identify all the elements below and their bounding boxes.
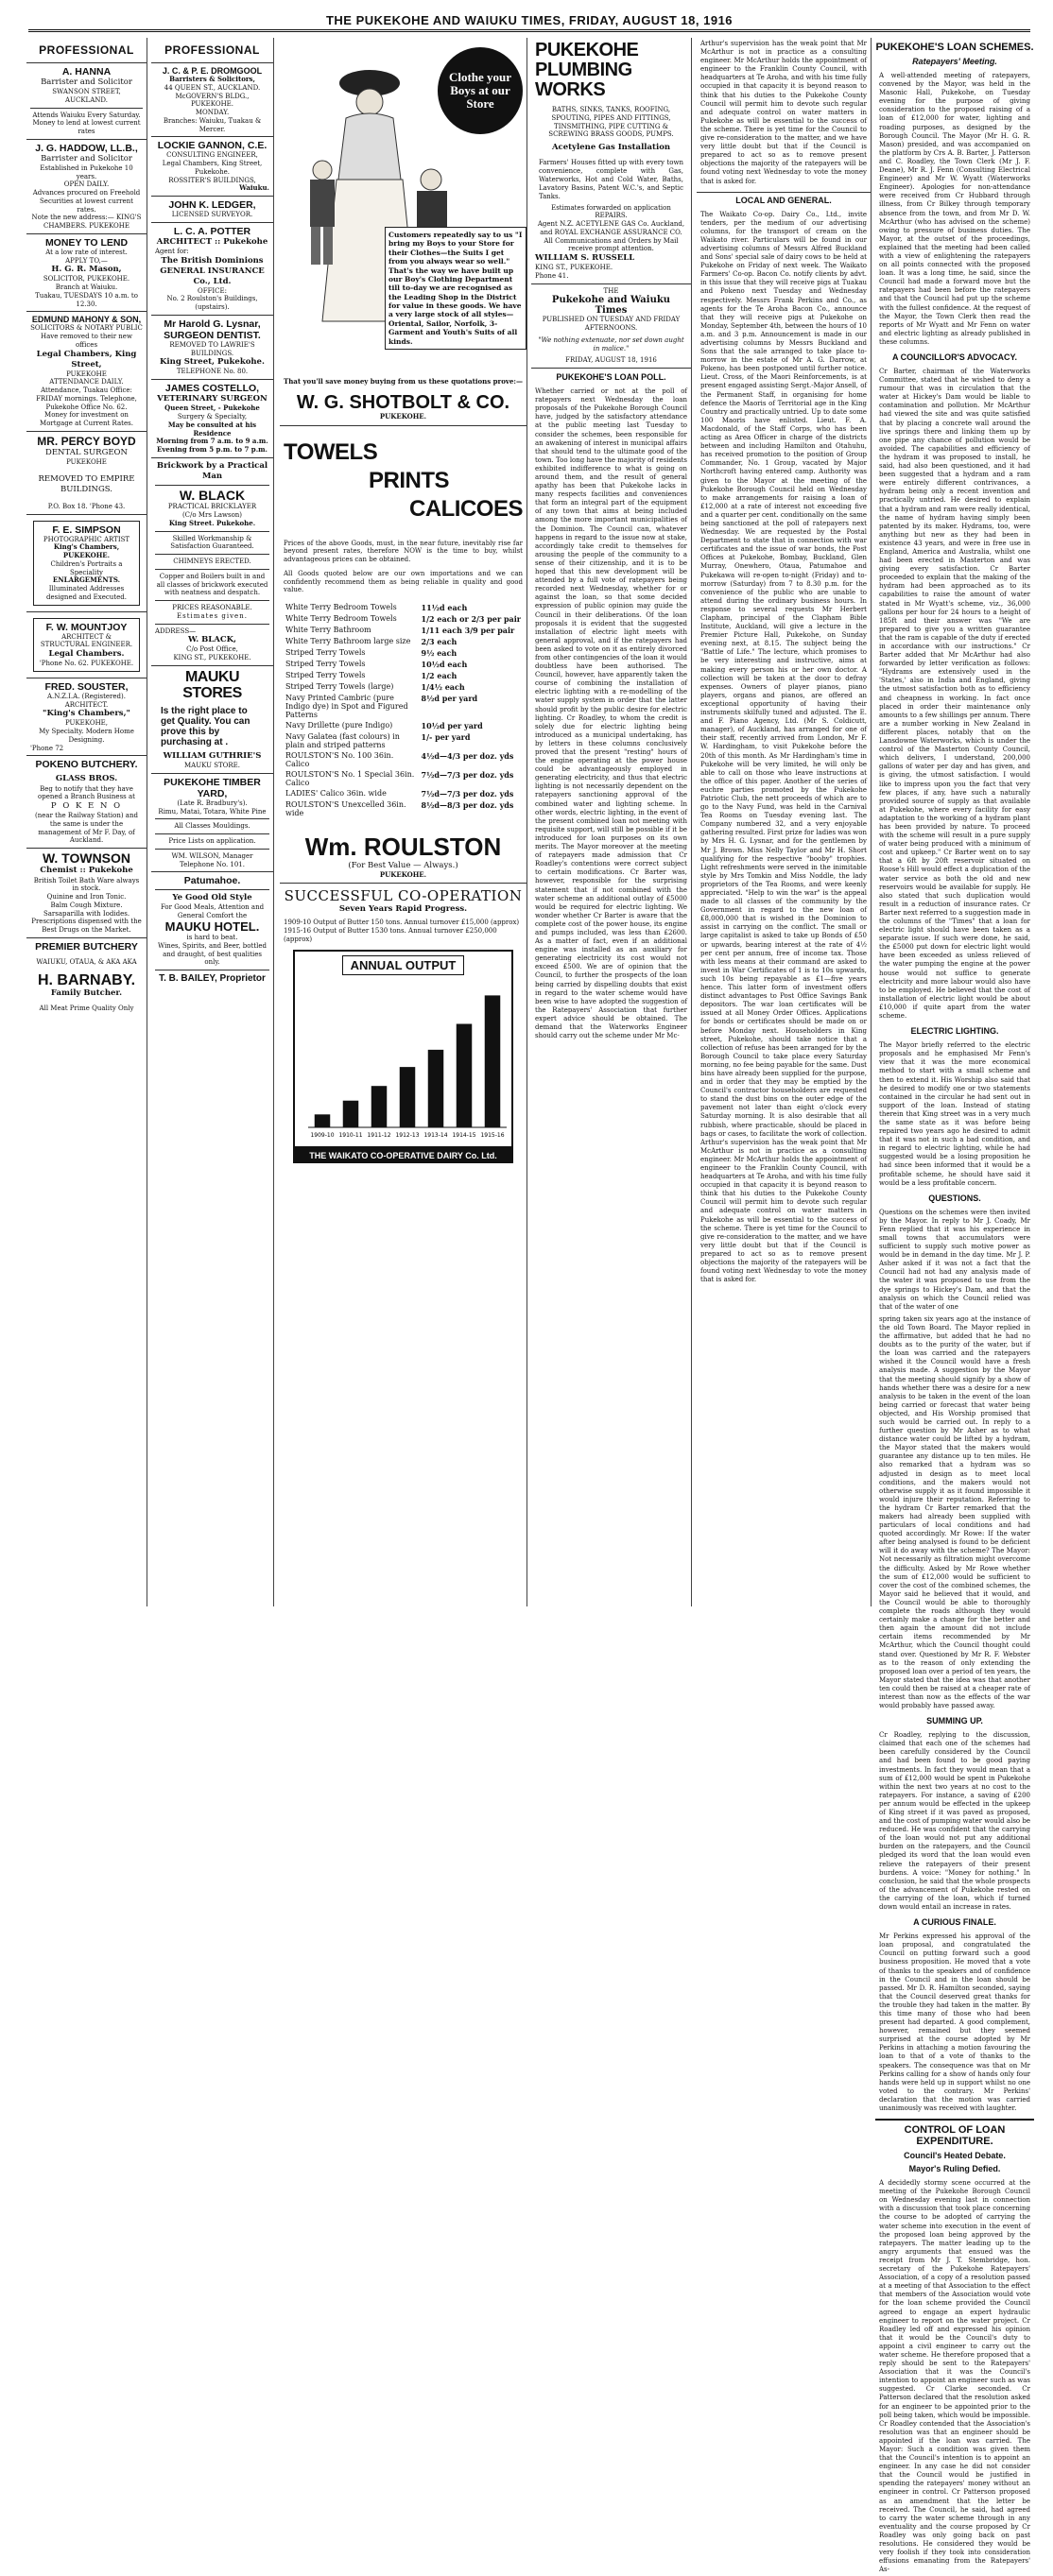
price-row	[284, 647, 523, 659]
ad-mahony	[26, 312, 147, 432]
ad-text: WAIUKU, OTAUA, & AKA AKA	[36, 957, 137, 966]
plumbing-title: PUKEKOHE PLUMBING WORKS	[535, 40, 639, 100]
ad-name: L. C. A. POTTER	[173, 225, 251, 237]
ad-text: TELEPHONE No. 80.	[176, 368, 249, 376]
ad-souster	[26, 678, 147, 757]
loan-debate-h1: SUMMING UP.	[926, 1716, 983, 1726]
ad-text: MAUKU STORE.	[183, 762, 241, 770]
ad-text: OPEN DAILY.	[63, 180, 110, 189]
ad-text: Evening from 5 p.m. to 7 p.m.	[157, 445, 268, 455]
price-item-name: Navy Galatea (fast colours) in plain and striped patterns	[285, 732, 400, 749]
price-item-name: Striped Terry Towels	[285, 671, 366, 679]
ad-text: (C/o Mrs Lawson)	[181, 511, 243, 520]
chart-tick-label: 1909-10	[310, 1131, 335, 1139]
ad-mauku-stores	[151, 666, 273, 774]
ad-text: Money for investment on Mortgage at Current Rates.	[40, 411, 133, 428]
ad-text: Brickwork by a Practical Man	[156, 460, 268, 481]
ad-text: Family Butcher.	[50, 988, 123, 999]
loan-schemes-body1: A well-attended meeting of ratepayers, convened by the Mayor, was held in the Masonic Hall, Pukekohe, on Tuesday evening for the purpose of giving consideration to the proposed raising of a loan of £12,000 for water, lighting and roading purposes, as designed by the Borough Council. The Mayor (Mr H. G. R. Mason) presided, and was accompanied on the platform by Crs A. B. Barter, J. Patterson and C. Roadley, the Town Clerk (Mr J. F. Deane), Mr R. J. Fenn (Consulting Electrical Engineer) and Mr W. Wyatt (Waterworks Engineer). Apologies for non-attendance were received from Cr Hubbard through illness, from Cr Bilkey through temporary absence from the town, and from Mr D. W. McArthur (who has advised on the scheme) owing to pressure of business duties. The Mayor, at the outset of the proceedings, explained that the meeting had been called with a view of enlightening the ratepayers on all points connected with the proposed loan. It was a long time, he said, since the Council had made a forward move but the ratepayers had been before the ratepayers and that the Council had put up the scheme with the fullest confidence. At the request of the Mayor, the Town Clerk then read the reports of Mr Wyatt and Mr Fenn on water and electric lighting as already published in these columns.	[879, 72, 1030, 346]
section-header: PROFESSIONAL	[26, 38, 147, 63]
roulston-town: PUKEKOHE.	[379, 869, 427, 879]
plumbing-est: Estimates forwarded on application REPAIRS.	[551, 203, 671, 220]
ad-text: PHOTOGRAPHIC ARTIST	[43, 535, 130, 543]
chart-title: ANNUAL OUTPUT	[342, 955, 465, 975]
loan-debate-body3: Mr Perkins expressed his approval of the loan proposal, and congratulated the Council on putting forward such a good business proposition. He moved that a vote of thanks to the speakers and of confidence in the Council and in the loan should be passed. Mr D. R. Hamilton seconded, saying that the Council deserved great thanks for the trouble they had taken in the matter. By this time many of those who had been present had departed. A good complement, however, remained but they seemed surprised at the course adopted by Mr Perkins in attaching a motion favouring the loan to that of a vote of thanks to the speakers. The consequence was that on Mr Perkins calling for a show of hands only four hands were held up in support whilst no one voted to the contrary. Mr Perkins' declaration that the motion was carried unanimously was received with laughter.	[879, 1932, 1030, 2112]
ad-text: Prescriptions dispensed with the Best Drugs on the Market.	[31, 918, 142, 934]
ad-text: Patumahoe.	[183, 875, 241, 887]
ad-text: My Specialty. Modern Home Designing.	[39, 728, 134, 744]
ad-mauku-hotel	[151, 872, 273, 987]
ad-note: Attends Waiuku Every Saturday. Money to lend at lowest current rates	[32, 111, 141, 136]
ad-text: Morning from 7 a.m. to 9 a.m.	[156, 437, 268, 446]
article-title: PUKEKOHE'S LOAN POLL.	[556, 372, 666, 383]
ad-text: P O K E N O	[50, 801, 123, 812]
column-advertisements	[280, 38, 527, 1606]
ad-text: Quinine and Iron Tonic.	[46, 893, 127, 901]
shotbolt-name: W. G. SHOTBOLT & CO.	[296, 391, 510, 413]
section-header: PROFESSIONAL	[151, 38, 273, 63]
ad-text: All Classes Mouldings.	[174, 822, 250, 831]
ad-boyd	[26, 432, 147, 515]
price-item-price: 7½d—7/3 per doz. yds	[421, 770, 514, 780]
ad-text: SURGEON DENTIST.	[164, 329, 261, 341]
ad-text: SOLICITORS & NOTARY PUBLIC	[30, 324, 143, 333]
ad-name: W. TOWNSON	[42, 850, 131, 867]
price-row	[284, 769, 523, 788]
price-item-name: ROULSTON'S Unexcelled 36in. wide	[285, 800, 406, 817]
ad-text: Pukekohe.	[195, 167, 230, 176]
ad-roulston	[280, 426, 526, 884]
chart-svg	[295, 952, 520, 1141]
ad-name: J. G. HADDOW, LL.B.,	[35, 142, 138, 154]
ad-text: Established in Pukekohe 10 years.	[40, 163, 133, 180]
roulston-word-towels: TOWELS	[284, 438, 378, 465]
ad-text: PRICES REASONABLE.	[172, 604, 252, 612]
ad-text: (Late R. Bradbury's).	[177, 799, 248, 807]
ad-simpson	[26, 515, 147, 612]
dairy-company: THE WAIKATO CO-OPERATIVE DAIRY Co. Ltd.	[293, 1148, 513, 1163]
price-row	[284, 670, 523, 681]
ad-plumbing	[531, 38, 691, 284]
ad-name: JOHN K. LEDGER,	[168, 199, 256, 211]
plumbing-phone: Phone 41.	[535, 271, 569, 280]
price-item-name: ROULSTON'S No. 1 Special 36in. Calico	[285, 770, 415, 787]
ad-townson	[26, 849, 147, 938]
price-row	[284, 681, 523, 693]
ad-title: Barrister and Solicitor	[41, 153, 132, 163]
ad-text: SOLICITOR, PUKEKOHE.	[43, 275, 130, 283]
ad-name: PREMIER BUTCHERY	[35, 940, 138, 953]
price-row	[284, 799, 523, 818]
nameplate-date: FRIDAY, AUGUST 18, 1916	[565, 356, 657, 365]
dairy-line1: 1909-10 Output of Butter 150 tons. Annual turnover £15,000 (approx)	[284, 919, 520, 927]
price-item-name: LADIES' Calico 36in. wide	[285, 789, 387, 798]
price-item-name: Navy Printed Cambric (pure Indigo dye) in Spot and Figured Patterns	[285, 694, 408, 719]
ad-text: The British Dominions GENERAL INSURANCE Co., Ltd.	[160, 255, 265, 286]
price-item-price: 11½d each	[421, 603, 468, 612]
price-row	[284, 731, 523, 750]
ad-name: F. W. MOUNTJOY	[45, 621, 128, 633]
ad-text: A.N.Z.I.A. (Registered).	[47, 692, 126, 700]
ad-text: P.O. Box 18. 'Phone 43.	[47, 502, 126, 510]
ad-costello	[151, 380, 273, 458]
price-item-price: 1/11 each 3/9 per pair	[421, 626, 515, 635]
price-item-price: 1/- per yard	[421, 732, 471, 742]
ad-text: ARCHITECT & STRUCTURAL ENGINEER.	[40, 632, 133, 649]
ad-text: Have removed to their new offices	[41, 333, 132, 349]
roulston-word-prints: PRINTS	[369, 467, 450, 493]
roulston-name: Wm. ROULSTON	[304, 833, 502, 861]
dairy-sub: Seven Years Rapid Progress.	[338, 904, 468, 915]
price-item-price: 1/2 each	[421, 671, 457, 680]
paper-nameplate	[531, 284, 691, 369]
price-item-price: 10½d each	[421, 660, 468, 669]
chart-tick-label: 1912-13	[395, 1131, 420, 1139]
ad-money	[26, 234, 147, 313]
chart-tick-label: 1914-15	[452, 1131, 476, 1139]
ad-text: Legal Chambers, King Street,	[162, 160, 263, 167]
loan-debate-body2: Cr Roadley, replying to the discussion, claimed that each one of the schemes had been carefully considered by the Council and had been found to be good paying investments. In fact they would mean that a sum of £12,000 would be spent in Pukekohe within the next two years at no cost to the ratepayers. For instance, a saving of £200 per annum would be effected in the upkeep of King street if it was paved as proposed, and the cost of pumping water would also be reduced. He was confident that the carrying of the loan would not put any additional burden on the ratepayers, and the Council pledged its word that the loan would even relieve the ratepayers of their present burdens. A voice: "Money for nothing." In conclusion, he said that the whole prospects of the advancement of Pukekohe rested on the carrying of the loan, which if turned down would entail an increase in rates.	[879, 1731, 1030, 1912]
article-body: Whether carried or not at the poll of ratepayers next Wednesday the loan proposals of the Pukekohe Borough Council have, judged by the satisfactory attendance at the public meeting last Tuesday to consider the schemes, been responsible for an awakening of interest in municipal affairs that should tend to the ultimate good of the town. Too long have the majority of residents exhibited indifference to what is going on around them, and the result of general apathy has been that Pukekohe lacks in many respects facilities and conveniences that form an integral part of the equipment of any town that aims at being included among the more important municipalities of the Dominion. The Council can, whatever happens in regard to the issue now at stake, accordingly take credit to themselves for arousing the people of the community to a sense of their citizenship, and it is to be hoped that this new development will be attended by a full vote of ratepayers being recorded next Wednesday, whether for or against the loan, so that some decided expression of public opinion may guide the Council in their deliberations. Of the loan proposals it is evident that the suggested installation of electric light meets with general approval, and if the ratepayers had been asked to vote on it as entirely divorced from other contingencies of the loan it would doubtless have been authorised. The Council, however, have apparently taken the course of combining the installation of electric lighting with a re-modelling of the water supply system in order that the latter should profit by the public desire for electric lighting. Cr Roadley, to whom the credit is solely due for electric lighting being introduced as a municipal undertaking, has by letters in these columns conclusively proved that the present "resting" hours of the engine operating at the power house could be advantageously employed in generating electricity, and thus that electric lighting is not necessarily dependent on the ratepayers sanctioning approval of the combined water and lighting scheme. In other words, electric lighting, in the event of the present combined loan not meeting with requisite support, will still be possible if it be introduced for loan purposes on its own merits. The Mayor moreover at the meeting of ratepayers made admission that Cr Roadley's contentions were correct subject to certain modifications. Cr Barter was, however, responsible for the surprising statement that if not combined with the water scheme an additional outlay of £5000 would be required for electric lighting. We wonder whether Cr Barter is aware that the complete cost of the power house, its engine and pumps included, was less than £2600. As a matter of fact, even if an additional engine was installed as an auxiliary for generating electricity its cost would not exceed £500. We are of opinion that the Council, to further the prospects of the loan being carried by dispelling doubts that exist in regard to the water scheme would have been wise to have adopted the suggestion of the Ratepayers' Association that further expert advice should be obtained. The demand that the Waterworks Engineer should carry out the scheme under Mr Mc-	[535, 387, 687, 1040]
ad-text: King's Chambers, PUKEKOHE.	[53, 542, 120, 560]
price-item-name: ROULSTON'S No. 100 36in. Calico	[285, 751, 394, 768]
ad-shotbolt	[280, 38, 526, 426]
ad-name: MAUKU HOTEL.	[164, 919, 260, 934]
ad-address: Note the new address:— KING'S CHAMBERS. PUKEKOHE	[31, 214, 142, 231]
price-row	[284, 788, 523, 799]
ad-text: VETERINARY SURGEON	[157, 394, 268, 404]
loan-schemes-h1: A COUNCILLOR'S ADVOCACY.	[892, 352, 1017, 362]
roulston-word-calicoes: CALICOES	[408, 495, 523, 522]
price-list	[284, 602, 523, 818]
price-item-price: 4½d—4/3 per doz. yds	[421, 751, 514, 761]
column-plumbing-editorial	[531, 38, 692, 1606]
ad-name: Mr Harold G. Lysnar,	[164, 318, 261, 330]
ad-text: CONSULTING ENGINEER,	[166, 151, 258, 160]
masthead: THE PUKEKOHE AND WAIUKU TIMES, FRIDAY, AUGUST 18, 1916	[28, 11, 1030, 32]
shotbolt-headline: Clothe your Boys at our Store	[438, 47, 523, 134]
ad-text: ARCHITECT :: Pukekohe	[156, 236, 268, 247]
ad-mountjoy	[26, 612, 147, 678]
ad-title: Barrister and Solicitor	[41, 77, 132, 87]
loan-schemes-body3: The Mayor briefly referred to the electric proposals and he emphasised Mr Fenn's view that it was the more economical method to start with a small scheme and then to extend it. His Worship also said that he desired to modify one or two statements contained in the circular he had sent out in support of the loan. Instead of stating therein that King street was in a very much the same state as it was before being repaired two years ago he desired to admit that it was not in such a bad condition, and in regard to electric lighting, while he had suggested would be a losing proposition he had since been informed that it would be a profitable scheme, he should have said it would be a less profitable concern.	[879, 1041, 1030, 1187]
price-item-price: 9½ each	[421, 648, 457, 658]
price-row	[284, 602, 523, 613]
ad-text: ENLARGEMENTS.	[52, 575, 121, 585]
ad-text: Skilled Workmanship & Satisfaction Guaranteed.	[170, 534, 254, 551]
nameplate-motto: "We nothing extenuate, nor set down aught in malice."	[538, 335, 684, 352]
loan-schemes-body2: Cr Barter, chairman of the Waterworks Committee, stated that he wished to deny a rumour that was in circulation that the water at Hickey's Dam would be liable to contamination and pollution. Mr McArthur had viewed the site and was quite satisfied that by placing a concrete wall around the live springs there and linking them up by one pipe any chance of pollution would be avoided. The capabilities and efficiency of the hydram it was proposed to install, he said, had also been questioned, and it had been suggested that a hydram and a ram were entirely different contrivances, a hydram being only a recent invention and practically untried. He desired to explain that a hydram and ram were really identical, the name of hydram having simply been patented by its maker. Hydrams, too, were anything but new as they had been in existence 43 years, and were in free use in England, America and Australia, whilst one had been erected in Masterton and was giving every satisfaction. Cr Barter proceeded to explain that the making of the hydram had been approached as to its capabilities to raise the amount of water stated in Mr Wyatt's scheme, viz., 36,000 gallons per hour for 24 hours to a height of 185ft and their answer was "We are prepared to give you a written guarantee that the ram is capable of the duty if erected in accordance with our instructions." Cr Barter added that Mr McArthur had also forwarded by letter verification as follows: "Hydrams are extensively used in the 'States,' also in India and England, giving the utmost satisfaction both as to efficiency and cheapness in working. In fact once placed in order their maintenance only amounts to a few shillings per annum. There are a number working in New Zealand in different places, notably that on the Lansdowne Waterworks, which is under the control of the Masterton County Council, which delivers, I understand, 200,000 gallons of water per day and has given, and is giving, the utmost satisfaction. I would like to impress upon you the fact that very few places, if any, have such a naturally provided source of supply as that available at Pukekohe, where every facility for easy adaptation to the working of a hydram plant has been provided by nature. To proceed with the scheme will result in a pure supply of water being produced with a minimum of cost and upkeep." Cr Barter went on to say that a 6ft by 20ft reservoir situated on Roose's Hill would effect a duplication of the water service as both the old and new reservoirs would be available for supply. He also stated that such duplication would result in a reduction of insurance rates. Cr Barter next referred to a suggestion made in the columns of the "Times" that a loan for electric light should have been taken as a separate issue. If such were done, he said, the £5000 put down for electric light would have been exceeded as unless relieved of the water pumping the engine at the power house would not suffice to generate electricity and more labour would also have to be employed. He believed that the cost of installation of electric light would be about £10,000 if quite apart from the water scheme.	[879, 368, 1030, 1021]
ad-text: ATTENDANCE DAILY.	[49, 378, 124, 386]
ad-pokeno-butchery	[26, 756, 147, 849]
roulston-intro: Prices of the above Goods, must, in the near future, inevitably rise far beyond present rates, therefore NOW is the time to buy, whilst advantageous prices can be obtained.	[284, 539, 523, 563]
ad-text: (near the Railway Station) and the same is under the management of Mr F. Day, of Auckland.	[35, 812, 138, 845]
ad-text: ARCHITECT.	[64, 700, 109, 709]
ad-text: W. BLACK,	[187, 635, 236, 645]
ad-text: REMOVED TO EMPIRE BUILDINGS.	[38, 473, 135, 494]
ad-lockie	[151, 137, 273, 197]
loan-schemes-sub: Ratepayers' Meeting.	[912, 57, 997, 66]
ad-text: All Meat Prime Quality Only	[39, 1005, 134, 1013]
ad-text: Wines, Spirits, and Beer, bottled and draught, of best qualities only.	[158, 941, 267, 967]
dairy-title: SUCCESSFUL CO-OPERATION	[284, 887, 523, 905]
ad-text: Is the right place to get Quality. You can prove this by purchasing at .	[161, 706, 250, 747]
ad-text: Attendance, Tuakau Office: FRIDAY mornings. Telephone, Pukekohe Office No. 62.	[36, 386, 137, 411]
column-professional-1	[26, 38, 147, 1606]
ad-text: WM. WILSON, Manager	[171, 851, 253, 860]
shotbolt-tagline: That you'll save money buying from us these quotations prove:—	[283, 377, 523, 386]
ad-text: DENTAL SURGEON	[45, 447, 128, 457]
price-item-name: Striped Terry Towels	[285, 660, 366, 668]
chart-bar	[485, 995, 501, 1127]
nameplate-title: Pukekohe and Waiuku Times	[551, 295, 671, 317]
roulston-intro2: All Goods quoted below are our own importations and we can confidently recommend them as being reliable in quality and good value.	[284, 569, 523, 594]
ad-text: Rimu, Matai, Totara, White Pine	[158, 807, 267, 816]
ad-text: For Good Meals, Attention and General Comfort the	[160, 903, 265, 920]
chart-tick-label: 1910-11	[338, 1131, 363, 1139]
price-item-price: 1/4½ each	[421, 682, 465, 692]
chart-tick-label: 1915-16	[480, 1131, 505, 1139]
plumbing-body: Farmers' Houses fitted up with every town convenience, complete with Gas, Waterworks, Hot and Cold Water, Baths, Lavatory Basins, Patent W.C.'s, and Septic Tanks.	[539, 159, 683, 201]
plumbing-name: WILLIAM S. RUSSELL	[535, 253, 635, 264]
ad-text: Copper and Boilers built in and all classes of brickwork executed with neatness and despatch.	[156, 572, 268, 597]
ad-name: MONEY TO LEND	[44, 236, 129, 249]
loan-schemes-title: PUKEKOHE'S LOAN SCHEMES.	[875, 42, 1034, 53]
ad-name: JAMES COSTELLO,	[164, 383, 260, 395]
ad-text: Queen Street, - Pukekohe	[164, 404, 260, 413]
ad-text: King Street, Pukekohe.	[160, 357, 265, 368]
ad-name: A. HANNA	[61, 66, 112, 77]
ad-name: W. BLACK	[179, 487, 246, 503]
column-loan-schemes	[875, 38, 1034, 2574]
price-item-price: 8½d—8/3 per doz. yds	[421, 800, 514, 810]
nameplate-publishing: PUBLISHED ON TUESDAY AND FRIDAY AFTERNOONS.	[542, 316, 681, 333]
dairy-chart	[293, 950, 513, 1148]
control-loan-body: A decidedly stormy scene occurred at the meeting of the Pukekohe Borough Council on Wednesday evening last in connection with a discussion that took place concerning the course to be adopted of carrying the water scheme into execution in the event of the proposed loan being approved by the ratepayers. The matter leading up to the angry arguments that ensued was the receipt from Mr J. T. Stembridge, hon. secretary of the Pukekohe Ratepayers' Association, of a copy of a resolution passed at a meeting of that Association to the effect that members of the Association would vote for the loan scheme provided the Council agreed to engage an expert hydraulic engineer to report on the water project. Cr Roadley led off and expressed his opinion that it would be the Council's duty to appoint a civil engineer to carry out the water scheme. He therefore proposed that a reply should be sent to the Ratepayers' Association that it was the Council's intention to appoint an engineer such as was suggested. Cr Clarke seconded. Cr Patterson declared that the resolution asked for an engineer to be appointed prior to the poll being taken, which would be impossible. Cr Roadley contended that the Association's resolution was that an engineer should be appointed if the loan was carried. The Mayor: Such a condition was given them that the Council's intention is to appoint an engineer. In any case he did not consider that the Council would be justified in spending the ratepayers' money without an engineer in control. Cr Patterson proposed as an amendment that the letter be received. The Council, he said, had agreed to carry the water scheme through in any eventuality and the course proposed by Cr Roadley was only going back on past resolutions. He considered they would be very foolish if they took into consideration effusions emanating from the Ratepayers' As-	[879, 2179, 1030, 2574]
ad-ledger	[151, 197, 273, 223]
ad-text: Balm Cough Mixture.	[50, 901, 123, 909]
ad-hanna	[26, 63, 147, 140]
ad-name: MAUKU STORES	[182, 668, 242, 702]
ad-text: T. B. BAILEY, Proprietor	[159, 973, 266, 985]
shotbolt-panel: Customers repeatedly say to us "I bring my Boys to your Store for their Clothes—the Suits I get from you always wear so well." That's the way we have built up our Boy's Clothing Department till to-day we are recognised as the Leading Shop in the District for value in these goods. We have a very large stock of all styles—Oriental, Sailor, Norfolk, 3-Garment and Youth's Suits of all kinds.	[385, 227, 526, 350]
roulston-slogan: (For Best Value — Always.)	[348, 860, 458, 870]
price-row	[284, 750, 523, 769]
ad-text: "King's Chambers,"	[43, 709, 130, 719]
ad-name: LOCKIE GANNON, C.E.	[157, 140, 268, 152]
ad-text: Surgery & Specialty,	[177, 413, 248, 421]
ad-text: 44 QUEEN ST., AUCKLAND.	[164, 83, 261, 92]
price-item-name: Striped Terry Towels (large)	[285, 682, 394, 691]
ad-text: May be consulted at his Residence	[167, 420, 257, 438]
ad-text: At a low rate of interest.	[45, 248, 128, 256]
ad-text: Sarsaparilla with Iodides.	[43, 909, 130, 918]
plumbing-agent: Agent N.Z. ACETYLENE GAS Co. Auckland, and ROYAL EXCHANGE ASSURANCE CO.	[537, 220, 685, 236]
local-general-body: The Waikato Co-op. Dairy Co., Ltd., invite tenders, per the medium of our advertising columns, for the transport of cream on the Waikato river. Particulars will be found in our advertising columns of Messrs Alfred Buckland and Sons' special sale of dairy cows to be held at Pukekohe on Friday of next week. The Waikato Farmers' Co-op. Bacon Co. notify clients by advt. in this issue that they will receive pigs at Tuakau and Pokeno next Tuesday and Wednesday respectively. Messrs Frank Perkins and Co., as agents for the Te Aroha Bacon Co., announce that they will receive pigs at Pukekohe on Monday, September 4th, between the hours of 10 a.m. and 3 p.m. Announcement is made in our advertising columns by Messrs Buckland and Sons that the sale arranged to take place to-morrow in the estate of Mr A. G. Darrow, at Pokeno, has been postponed until further notice. Lieut. Cross, of the Maori Reinforcements, is at present engaged assisting Sergt.-Major Ansell, of the Permanent Staff, in organising for home defence the Maoris of Territorial age in the King Country and practically untried. Up to date some 100 Maoris have enlisted. Lieut. F. A. Macdonald, of the Staff Corps, who has been acting as Area Officer in charge of the districts between and including Hamilton and Otahuhu, has received promotion to the position of Group Commander, No. 1 Group, vacated by Major Northcroft having entered camp. Authority was given to the Mayor at the meeting of the Pukekohe Borough Council held on Wednesday to make arrangements for raising a loan of £12,000 at a rate of interest not exceeding five and a quarter per cent. conditionally on the same being sanctioned at the poll of ratepayers next Wednesday. We are requested by the Postal Department to state that in connection with war certificates and the issue of war bonds, the Post Offices at Pukekohe, Bombay, Buckland, Glen Murray, Onewhero, Otaua, Patumahoe and Pukekawa will re-open to-night (Friday) and to-morrow (Saturday) from 7 to 8.30 p.m. for the convenience of the public who are unable to attend during the ordinary business hours. In response to several requests Mr Herbert Clapham, principal of the Clapham Bible Institute, Auckland, will give a lecture in the Premier Picture Hall, Pukekohe, on Sunday evening next, at 8.15. The subject being the "Battle of Life." The lecture, which promises to be very interesting and instructive, aims at making every person his or her own doctor. A collection will be taken at the door to defray expenses. Owners of player pianos, piano players, organs and pianos, are offered an exceptional opportunity of having their instruments skilfully tuned and adjusted. The E. and F. Piano Agency, Ltd. (Mr S. Coldicutt, manager), of Auckland, has arranged for one of their staff, recently arrived from London, Mr F. W. Hardingham, to visit Pukekohe before the 20th of this month. As Mr Hardingham's time in Pukekohe will be very limited, he will only be able to call on those who leave instructions at the office of this paper. Another of the series of euchre parties promoted by the Pukekohe Patriotic Club, the nett proceeds of which are to go to the Navy Fund, was held in the Carnival Tea Rooms on Tuesday evening last. The Company numbered 32, and a very enjoyable gathering resulted. First prize for ladies was won by Mrs H. G. Lysnar, and for the gentlemen by Mr J. Brown. Miss Nelly Taylor and Mr H. Short qualifying for the respective "booby" trophies. Light refreshments were served in the inimitable style by Mrs Tomkin and Miss Noddle, the lady proprietors of the Tea Rooms, and were keenly appreciated. "Help to win the war" is the appeal made to all classes of the community by the Government in regard to the new loan of £8,000,000 that is wished in the Dominion to assist in carrying on the conflict. The small or large capitalist is asked to take up Bonds of £50 or upwards, bearing interest at the rate of 4½ per cent per annum, free of income tax. Those with less means at their command are asked to invest in War Certificates of 1 is to 10s upwards, such 10s being repayable as £1—five years hence. This latter form of investment offers distinct advantages to Post Office Savings Bank depositors. The war loan certificates will be issued at all Money Order Offices. Applications for bonds or certificates should be made on or before Monday next. Householders in King street, Pukekohe, should take notice that a collection of refuse has been arranged for by the Borough Council to take place every Saturday morning, no fee being payable for the same. Dust bins have already been supplied for the purpose, and in order that they may be emptied by the Council's contractor householders are requested to stand the dust bins on the outer edge of the pavement not later than eight o'clock every Saturday morning. It is also desirable that all rubbish, where practicable, should be placed in bags or cases, to facilitate the work of collection. Arthur's supervision has the weak point that Mr McArthur is not in practice as a consulting engineer. Mr McArthur holds the appointment of engineer to the Franklin County Council, with headquarters at Te Aroha, and with his time fully occupied in that capacity it is beyond reason to think that his duties to the Pukekohe County Council will permit him to devote such regular and adequate control on water matters in Pukekohe as will be essential to the success of the scheme. There is yet time for the Council to give re-consideration to the matter, and we have very little doubt but that if the Council is prepared to act so as to remove present objections the majority of the ratepayers will be found voting next Wednesday to vote the money that is asked for.	[700, 210, 868, 1284]
ad-text: Branch at Waiuku.	[55, 283, 118, 292]
price-row	[284, 659, 523, 670]
ad-name: F. E. SIMPSON	[52, 524, 121, 536]
ad-text: Tuakau, TUESDAYS 10 a.m. to 12.30.	[35, 291, 138, 308]
ad-name: POKENO BUTCHERY.	[35, 759, 138, 771]
ad-text: PRACTICAL BRICKLAYER	[167, 503, 257, 511]
chart-bar	[343, 1100, 359, 1126]
price-row	[284, 693, 523, 720]
ad-text: is hard to beat.	[186, 934, 238, 942]
nameplate-the: THE	[603, 286, 619, 295]
ad-name: MR. PERCY BOYD	[37, 434, 136, 448]
ad-text: Advances procured on Freehold Securities at lowest current rates.	[32, 189, 141, 214]
ad-text: REMOVED TO LAWRIE'S BUILDINGS.	[169, 340, 255, 357]
ad-text: OFFICE:	[197, 286, 228, 295]
ad-name: FRED. SOUSTER,	[44, 680, 129, 693]
ad-potter	[151, 223, 273, 316]
loan-schemes-h3: QUESTIONS.	[928, 1193, 981, 1203]
dairy-line2: 1915-16 Output of Butter 1530 tons. Annual turnover £250,000 (approx)	[284, 927, 497, 943]
ad-name: PUKEKOHE TIMBER YARD,	[164, 776, 261, 799]
ad-text: Chemist :: Pukekohe	[40, 866, 133, 876]
ad-waikato-dairy	[280, 884, 526, 1166]
chart-tick-label: 1913-14	[423, 1131, 448, 1139]
chart-bar	[371, 1086, 388, 1127]
loan-debate-h2: A CURIOUS FINALE.	[913, 1917, 996, 1928]
ad-lysnar	[151, 316, 273, 380]
price-item-name: White Terry Bedroom Towels	[285, 614, 397, 623]
chart-bar	[428, 1050, 444, 1127]
ad-text: McGOVERN'S BLDG., PUKEKOHE.	[175, 92, 250, 109]
price-item-price: 10½d per yard	[421, 721, 483, 730]
ad-text: Telephone No. 101.	[180, 860, 245, 868]
ad-text: ADDRESS—	[155, 627, 197, 635]
ad-text: ROSSITER'S BUILDINGS,	[168, 176, 256, 184]
ad-text: WILLIAM GUTHRIE'S	[163, 751, 262, 761]
control-loan-sub2: Mayor's Ruling Defied.	[908, 2164, 1001, 2174]
ad-black	[151, 458, 273, 666]
article-loan-poll	[531, 372, 691, 1042]
price-item-price: 7½d—7/3 per doz. yds	[421, 789, 514, 799]
ad-text: No. 2 Roulston's Buildings, (upstairs).	[166, 295, 258, 312]
ad-text: Estimates given.	[177, 611, 248, 620]
ad-text: King Street. Pukekohe.	[168, 518, 256, 527]
ad-text: 'Phone No. 62. PUKEKOHE.	[39, 660, 134, 668]
ad-text: Illuminated Addresses designed and Executed.	[46, 585, 127, 601]
editorial-continuation: Arthur's supervision has the weak point that Mr McArthur is not in practice as a consulting engineer. Mr McArthur holds the appointment of engineer to the Franklin County Council, with headquarters at Te Aroha, and with his time fully occupied in that capacity it is beyond reason to think that his duties to the Pukekohe County Council will permit him to devote such regular and adequate control on water matters in Pukekohe as will be essential to the success of the scheme. There is yet time for the Council to give re-consideration to the matter, and we have very little doubt but that if the Council is prepared to act so as to remove present objections the majority of the ratepayers will be found voting next Wednesday to vote the money that is asked for.	[700, 40, 867, 185]
shotbolt-town: PUKEKOHE.	[379, 411, 427, 421]
chart-bar	[400, 1067, 416, 1127]
plumbing-gas: Acetylene Gas Installation	[551, 143, 671, 152]
ad-text: KING ST., PUKEKOHE.	[173, 654, 251, 662]
ad-text: Barristers & Solicitors,	[169, 75, 255, 83]
chart-bar	[315, 1114, 331, 1127]
control-loan-title: CONTROL OF LOAN EXPENDITURE.	[875, 2119, 1034, 2147]
price-item-name: White Terry Bedroom Towels	[285, 603, 397, 611]
price-item-price: 1/2 each or 2/3 per pair	[421, 614, 521, 624]
loan-schemes-body4: Questions on the schemes were then invited by the Mayor. In reply to Mr J. Coady, Mr Fenn replied that it was his experience in small towns that accumulators were sufficient to supply such motive power as would be in demand in the day time. Mr J. P. Asher asked if it was not a fact that the Council had not had any analysis made of the water it was proposed to use from the dye springs to Hickey's Dam, and that the analysis on which the Council relied was that of the water of one	[879, 1208, 1030, 1311]
ad-text: H. BARNABY.	[37, 971, 136, 988]
ad-text: PUKEKOHE	[66, 369, 107, 378]
ad-text: LICENSED SURVEYOR.	[171, 211, 253, 218]
ad-text: PUKEKOHE	[66, 458, 107, 467]
ad-text: Children's Portraits a Speciality	[50, 559, 123, 576]
ad-text: 'Phone 72	[30, 744, 64, 752]
loan-debate-body1: spring taken six years ago at the instance of the old Town Board. The Mayor replied in the affirmative, but added that he had no doubts as to the purity of the water, but if the loan was carried and the ratepayers wished it the Council would have a fresh analysis made. A suggestion by the Mayor that the meeting should signify by a show of hands whether there was a desire for a new analysis to be taken in the event of the loan being carried or forecast that water being objected, and His Worship promised that such would be carried out. In reply to a further question by Mr Asher as to what distance water could be lifted by a hydram, the Mayor stated that the makers would guarantee any distance up to ten miles. He also remarked that a hydram was so adjusted in design as to meet local conditions, and the makers would not otherwise supply it as it found impossible it would injure their reputation. Referring to the hydram Cr Barter remarked that the makers had already been supplied with particulars of local conditions and had quoted accordingly. Mr Rowe: If the water after being analysed is found to be deficient will it do away with the scheme? The Mayor: Not necessarily as filtration might overcome the difficulty. Asked by Mr Rowe whether the sum of £12,000 would be sufficient to cover the cost of the combined schemes, the Mayor said he believed that it would, and the Council would be able to thoroughly complete the roads although they would certainly make a change for the better and then again the amount did not include certain items recommended by Mr McArthur, which the Council thought could stand over. Questioned by Mr R. F. Webster as to the reason of only extending the proposed loan over a period of ten years, the Mayor stated that the idea was that another ten could then be raised at a cheaper rate of interest than now as the effects of the war would probably have passed away.	[879, 1314, 1030, 1710]
plumbing-list: BATHS, SINKS, TANKS, ROOFING, SPOUTING, PIPES AND FITTINGS, TINSMITHING, PIPE CUTTING & SCREWING BRASS GOODS, PUMPS.	[548, 106, 674, 139]
local-general-title: LOCAL AND GENERAL.	[697, 192, 871, 205]
ad-text: British Toilet Bath Ware always in stock.	[33, 876, 140, 893]
ad-address: SWANSON STREET, AUCKLAND.	[52, 88, 121, 104]
plumbing-address: KING ST., PUKEKOHE.	[535, 264, 613, 272]
column-professional-2	[151, 38, 274, 1606]
price-item-name: White Terry Bathroom large size	[285, 637, 411, 645]
ad-haddow	[26, 140, 147, 234]
ad-text: Branches: Waiuku, Tuakau & Mercer.	[163, 116, 262, 133]
price-item-name: Striped Terry Towels	[285, 648, 366, 657]
ad-text: PUKEKOHE,	[64, 719, 109, 728]
price-row	[284, 720, 523, 731]
ad-name: J. C. & P. E. DROMGOOL	[162, 66, 263, 76]
price-item-name: White Terry Bathroom	[285, 626, 371, 634]
ad-text: Waiuku.	[239, 183, 269, 193]
ad-timber-yard	[151, 774, 273, 873]
price-item-name: Navy Drillette (pure Indigo)	[285, 721, 393, 730]
ad-text: Agent for:	[155, 247, 189, 255]
ad-text: C/o Post Office,	[186, 645, 238, 654]
ad-dromgool	[151, 63, 273, 137]
ad-text: CHIMNEYS ERECTED.	[173, 558, 251, 566]
price-row	[284, 625, 523, 636]
loan-schemes-h2: ELECTRIC LIGHTING.	[910, 1026, 999, 1037]
column-news	[697, 38, 872, 1606]
chart-tick-label: 1911-12	[367, 1131, 391, 1139]
chart-bar	[457, 1023, 473, 1127]
price-item-price: 8½d per yard	[421, 694, 478, 703]
ad-text: Legal Chambers, King Street,	[36, 349, 137, 369]
ad-text: GLASS BROS.	[55, 774, 118, 784]
ad-text: Beg to notify that they have opened a Branch Business at	[38, 784, 135, 801]
ad-text: Legal Chambers.	[48, 649, 125, 660]
price-row	[284, 613, 523, 625]
ad-text: APPLY TO,—	[65, 256, 108, 265]
price-row	[284, 636, 523, 647]
ad-name: EDMUND MAHONY & SON,	[31, 315, 142, 325]
plumbing-orders: All Communications and Orders by Mail receive prompt attention.	[544, 236, 679, 253]
control-loan-sub: Council's Heated Debate.	[904, 2151, 1006, 2161]
ad-text: MONDAY.	[195, 109, 230, 116]
price-item-price: 2/3 each	[421, 637, 457, 646]
ad-text: Ye Good Old Style	[172, 893, 252, 903]
ad-text: H. G. R. Mason,	[51, 265, 122, 275]
ad-premier-butchery	[26, 938, 147, 1016]
ad-text: Price Lists on application.	[168, 837, 256, 846]
